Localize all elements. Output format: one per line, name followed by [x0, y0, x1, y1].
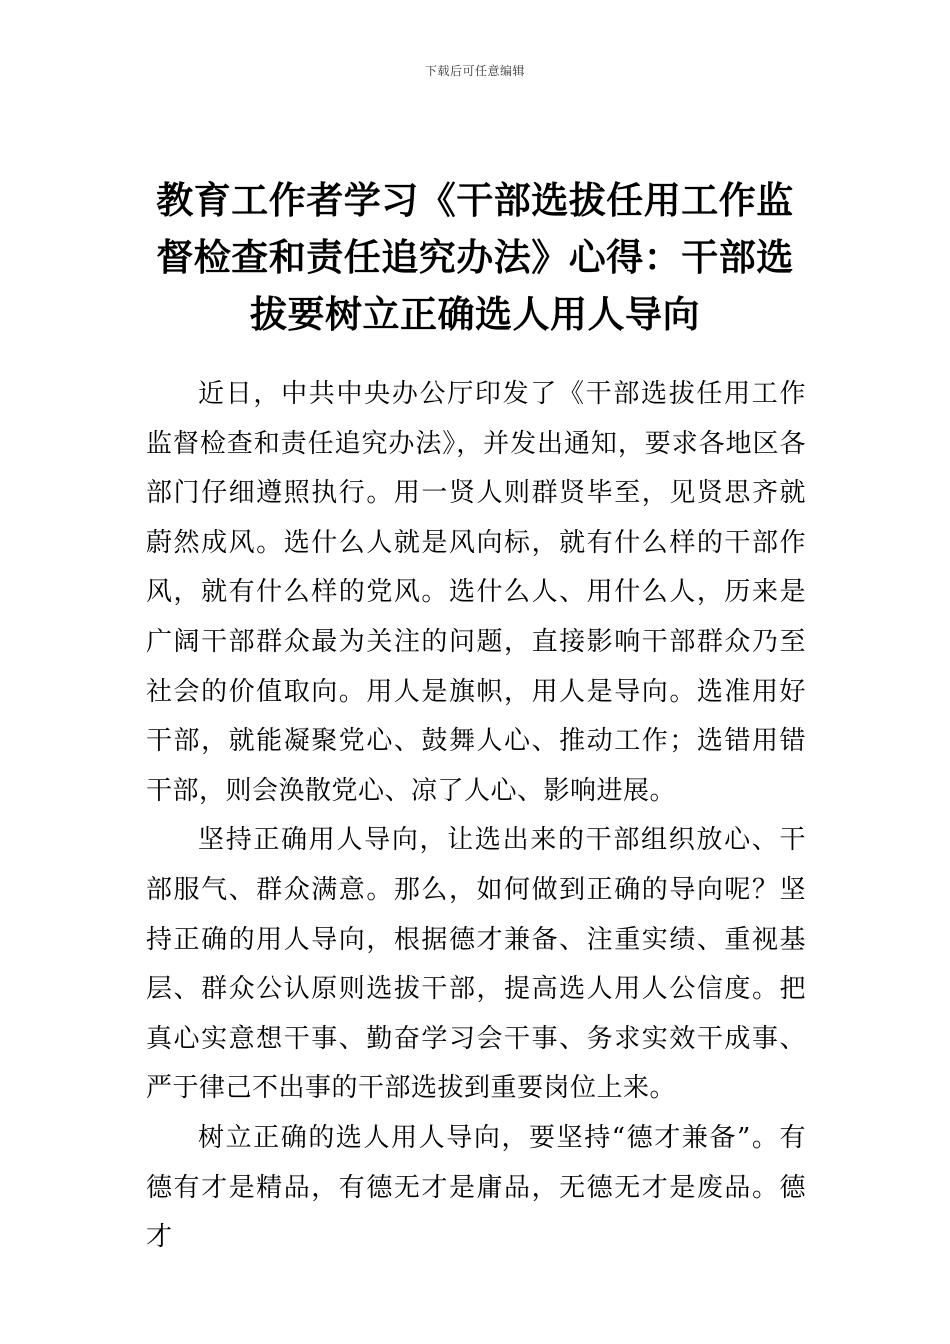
document-title: 教育工作者学习《干部选拔任用工作监督检查和责任追究办法》心得：干部选拔要树立正确选人用人导向: [156, 179, 794, 336]
paragraph-1: 近日，中共中央办公厅印发了《干部选拔任用工作监督检查和责任追究办法》，并发出通知，要求各地区各部门仔细遵照执行。用一贤人则群贤毕至，见贤思齐就蔚然成风。选什么人就是风向标，就有什么样的干部作风，就有什么样的党风。选什么人、用什么人，历来是广阔干部群众最为关注的问题，直接影响干部群众乃至社会的价值取向。用人是旗帜，用人是导向。选准用好干部，就能凝聚党心、鼓舞人心、推动工作；选错用错干部，则会涣散党心、凉了人心、影响进展。: [146, 379, 806, 806]
document-body: [146, 370, 806, 1263]
paragraph-3: 树立正确的选人用人导向，要坚持“德才兼备”。有德有才是精品，有德无才是庸品，无德无才是废品。德才: [146, 1122, 806, 1253]
paragraph-2: 坚持正确用人导向，让选出来的干部组织放心、干部服气、群众满意。那么，如何做到正确的导向呢？坚持正确的用人导向，根据德才兼备、注重实绩、重视基层、群众公认原则选拔干部，提高选人用人公信度。把真心实意想干事、勤奋学习会干事、务求实效干成事、严于律己不出事的干部选拔到重要岗位上来。: [146, 825, 806, 1104]
header-note: 下载后可任意编辑: [424, 64, 525, 78]
